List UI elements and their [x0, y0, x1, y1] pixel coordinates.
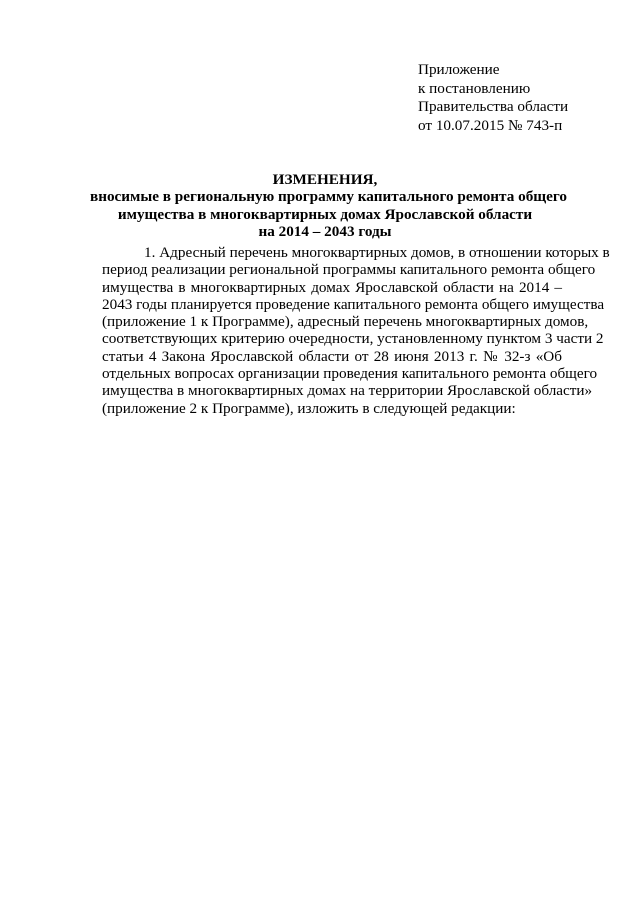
title-line: вносимые в региональную программу капитального ремонта общего: [90, 188, 567, 206]
paragraph-line: соответствующих критерию очередности, установленному пунктом 3 части 2: [102, 330, 604, 348]
paragraph-line: статьи 4 Закона Ярославской области от 28 июня 2013 г. № 32-з «Об: [102, 347, 562, 365]
paragraph-line: (приложение 2 к Программе), изложить в следующей редакции:: [102, 399, 516, 417]
paragraph-line: период реализации региональной программы капитального ремонта общего: [102, 261, 596, 279]
paragraph-line: (приложение 1 к Программе), адресный перечень многоквартирных домов,: [102, 313, 589, 331]
document-title: [90, 171, 567, 240]
appendix-header: [418, 61, 568, 135]
title-line: имущества в многоквартирных домах Ярославской области: [117, 205, 533, 223]
paragraph-line: имущества в многоквартирных домах на территории Ярославской области»: [102, 382, 593, 400]
appendix-line: от 10.07.2015 № 743-п: [418, 116, 563, 134]
body-paragraph: [102, 244, 610, 417]
paragraph-line: 2043 годы планируется проведение капитального ремонта общего имущества: [102, 295, 605, 313]
appendix-line: Приложение: [418, 61, 500, 78]
title-heading: ИЗМЕНЕНИЯ,: [272, 171, 378, 188]
paragraph-line: 1. Адресный перечень многоквартирных домов, в отношении которых в: [144, 244, 610, 261]
appendix-line: к постановлению: [418, 79, 531, 97]
paragraph-line: отдельных вопросах организации проведения капитального ремонта общего: [102, 365, 598, 383]
appendix-line: Правительства области: [418, 98, 569, 115]
title-line: на 2014 – 2043 годы: [258, 222, 392, 240]
paragraph-line: имущества в многоквартирных домах Ярославской области на 2014 –: [102, 278, 562, 296]
